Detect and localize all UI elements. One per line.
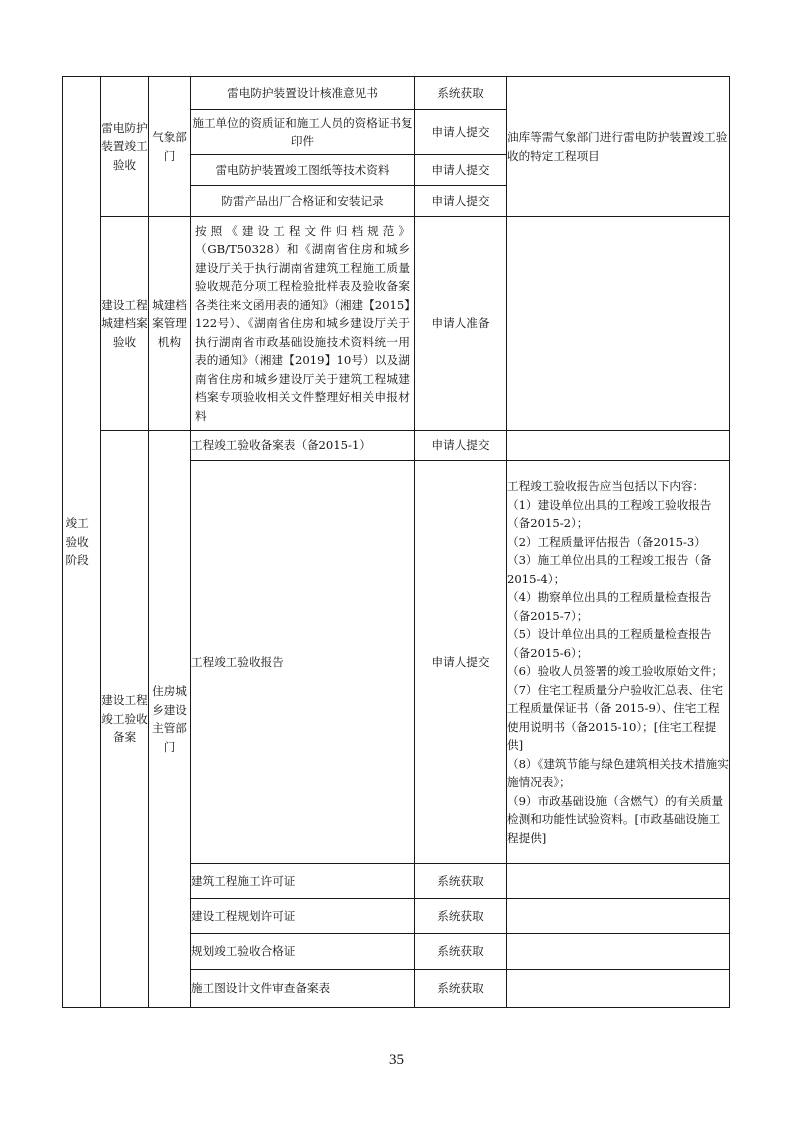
source-cell: 系统获取 [415, 934, 507, 970]
material-cell: 施工单位的资质证和施工人员的资格证书复印件 [191, 110, 415, 155]
item-cell: 雷电防护装置竣工验收 [101, 77, 149, 217]
report-note-item: （3）施工单位出具的工程竣工报告（备2015-4）； [507, 553, 712, 586]
note-cell: 油库等需气象部门进行雷电防护装置竣工验收的特定工程项目 [507, 77, 730, 217]
material-cell: 雷电防护装置竣工图纸等技术资料 [191, 155, 415, 186]
material-cell: 工程竣工验收报告 [191, 461, 415, 864]
report-note-intro: 工程竣工验收报告应当包括以下内容： [507, 479, 705, 493]
source-cell: 系统获取 [415, 77, 507, 110]
source-cell: 申请人提交 [415, 110, 507, 155]
report-note-item: （1）建设单位出具的工程竣工验收报告（备2015-2）； [507, 497, 712, 530]
report-note-item: （7）住宅工程质量分户验收汇总表、住宅工程质量保证书（备 2015-9）、住宅工程使用说明书（备2015-10）；[住宅工程提供] [507, 682, 724, 752]
source-cell: 申请人提交 [415, 461, 507, 864]
material-cell: 建筑工程施工许可证 [191, 864, 415, 899]
material-cell: 雷电防护装置设计核准意见书 [191, 77, 415, 110]
table-row [63, 431, 730, 461]
note-cell [507, 217, 730, 431]
note-cell [507, 934, 730, 970]
material-cell: 防雷产品出厂合格证和安装记录 [191, 186, 415, 217]
page-number: 35 [389, 1052, 404, 1068]
source-cell: 申请人准备 [415, 217, 507, 431]
note-cell [507, 431, 730, 461]
report-note-cell [507, 461, 730, 864]
source-cell: 系统获取 [415, 864, 507, 899]
material-cell: 建设工程规划许可证 [191, 899, 415, 934]
note-cell [507, 864, 730, 899]
report-note-item: （2）工程质量评估报告（备2015-3） [507, 534, 706, 549]
stage-cell [63, 77, 101, 1008]
table-row [63, 77, 730, 110]
note-cell [507, 899, 730, 934]
source-cell: 申请人提交 [415, 155, 507, 186]
report-note-item: （5）设计单位出具的工程质量检查报告（备2015-6）； [507, 627, 712, 660]
requirements-table [62, 76, 730, 1008]
source-cell: 申请人提交 [415, 431, 507, 461]
material-cell: 按照《建设工程文件归档规范》（GB/T50328）和《湖南省住房和城乡建设厅关于执行湖南省建筑工程施工质量验收规范分项工程检验批样表及验收备案各类往来文函用表的通知》（湘建【2015】122号）、《湖南省住房和城乡建设厅关于执行湖南省市政基础设施技术资料统一用表的通知》（湘建【2019】10号）以及湖南省住房和城乡建设厅关于建筑工程城建档案专项验收相关文件整理好相关申报材料 [191, 217, 415, 431]
dept-cell: 城建档案管理机构 [149, 217, 191, 431]
dept-cell: 气象部门 [149, 77, 191, 217]
source-cell: 申请人提交 [415, 186, 507, 217]
dept-cell: 住房城乡建设主管部门 [149, 431, 191, 1008]
material-cell: 规划竣工验收合格证 [191, 934, 415, 970]
report-note-item: （6）验收人员签署的竣工验收原始文件； [507, 664, 724, 678]
source-cell: 系统获取 [415, 970, 507, 1008]
item-cell: 建设工程城建档案验收 [101, 217, 149, 431]
item-cell: 建设工程竣工验收备案 [101, 431, 149, 1008]
report-note-item: （8）《建筑节能与绿色建筑相关技术措施实施情况表》； [507, 756, 729, 789]
table-row [63, 217, 730, 431]
material-cell: 工程竣工验收备案表（备2015-1） [191, 431, 415, 461]
stage-label: 竣工验收阶段 [65, 516, 89, 568]
note-cell [507, 970, 730, 1008]
report-note-item: （4）勘察单位出具的工程质量检查报告（备2015-7）； [507, 590, 712, 623]
report-note-item: （9）市政基础设施（含燃气）的有关质量检测和功能性试验资料。[市政基础设施工程提供] [507, 793, 724, 845]
material-cell: 施工图设计文件审查备案表 [191, 970, 415, 1008]
source-cell: 系统获取 [415, 899, 507, 934]
